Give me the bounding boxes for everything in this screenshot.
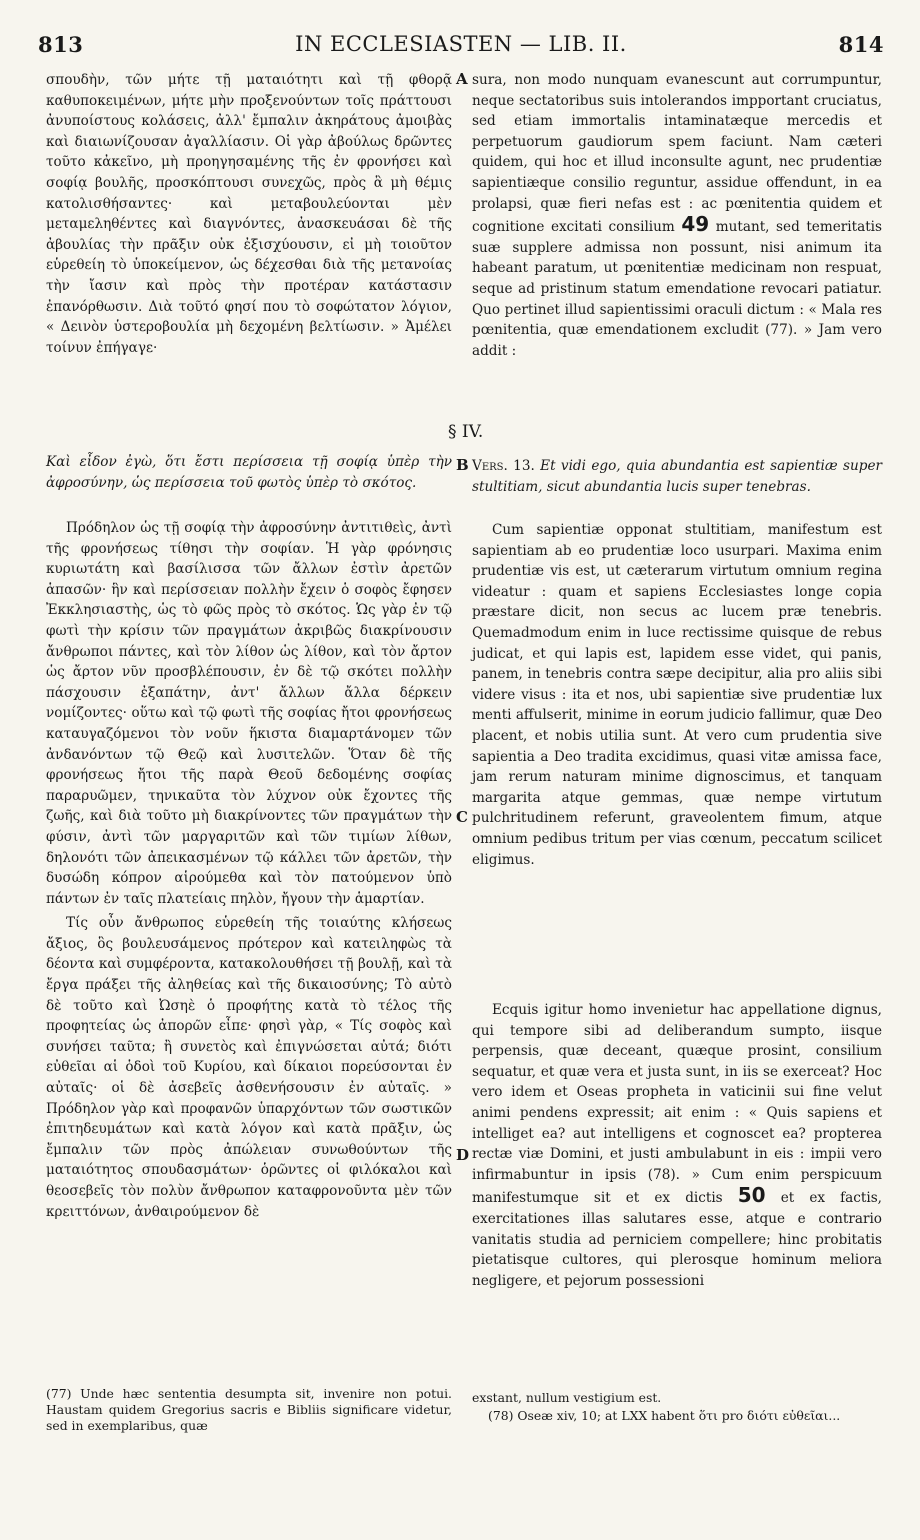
latin-paragraph-3 [472,1000,882,1291]
latin-paragraph-1 [472,70,882,361]
latin-paragraph-1a: sura, non modo nunquam evanescunt aut corrumpuntur, neque sectatoribus suis intolerandos impportant cruciatus, sed etiam immortalis intaminatæque mercedis et perpetuorum gaudiorum spem faciunt. Nam cæteri quidem, qui hoc et illud inconsulte agunt, nec prudentiæ sapientiæque consilio reguntur, assidue offendunt, in ea prolapsi, quæ fieri nefas est : ac pœnitentia quidem et cognitione excitati consilium [472,72,882,236]
latin-verse-text: Et vidi ego, quia abundantia est sapientiæ super stultitiam, sicut abundantia lucis super tenebras. [472,458,883,495]
footnote-78: (78) Oseæ xiv, 10; at LXX habent ὅτι pro διότι εὐθεῖαι... [488,1408,841,1423]
greek-verse-13: Καὶ εἶδον ἐγὼ, ὅτι ἔστι περίσσεια τῇ σοφίᾳ ὑπὲρ τὴν ἀφροσύνην, ὡς περίσσεια τοῦ φωτὸς ὑπὲρ τὸ σκότος. [46,454,452,491]
latin-paragraph-1b: mutant, sed temeritatis suæ supplere admissa non possunt, nisi animum ita habeant paratum, ut pœnitentiæ medicinam non respuat, seque ad pristinum statum emendatione revocari patiatur. Quo pertinet illud sapientissimi oraculi dictum : « Mala res pœnitentia, quæ emendationem excludit (77). » Jam vero addit : [472,219,882,359]
greek-verse-block [46,452,452,493]
column-number-49: 49 [681,212,710,237]
margin-marker-b: B [456,456,469,474]
column-number-50: 50 [737,1183,766,1208]
page-header [38,32,884,60]
margin-marker-a: A [456,70,468,88]
running-title: IN ECCLESIASTEN — LIB. II. [295,32,627,56]
latin-column-top [472,70,882,361]
footnote-77: (77) Unde hæc sententia desumpta sit, invenire non potui. Haustam quidem Gregorius sacris e Bibliis significare videtur, sed in exemplaribus, quæ [46,1386,452,1433]
latin-paragraph-3b: et ex factis, exercitationes illas salutares esse, atque e contrario vanitatis studia ad perniciem compellere; hinc probitatis pietatisque cultores, qui plerosque hominum meliora negligere, et pejorum possessioni [472,1190,882,1289]
verse-label: Vers. 13. [472,458,535,474]
page-number-right: 814 [838,32,884,57]
greek-column-top [46,70,452,358]
latin-commentary-block [472,520,882,870]
greek-paragraph-3: Τίς οὖν ἄνθρωπος εὑρεθείη τῆς τοιαύτης κλήσεως ἄξιος, ὃς βουλευσάμενος πρότερον καὶ κατειληφὼς τὰ δέοντα καὶ συμφέροντα, κατακολουθήσει τῇ βουλῇ, καὶ τὰ ἔργα πράξει τῆς ἀληθείας καὶ τῆς δικαιοσύνης; Τὸ αὐτὸ δὲ τοῦτο καὶ Ὠσηὲ ὁ προφήτης κατὰ τὸ τέλος τῆς προφητείας ὡς ἀπορῶν εἶπε· φησὶ γὰρ, « Τίς σοφὸς καὶ συνήσει ταῦτα; ἢ συνετὸς καὶ ἐπιγνώσεται αὐτά; διότι εὐθεῖαι αἱ ὁδοὶ τοῦ Κυρίου, καὶ δίκαιοι πορεύσονται ἐν αὐταῖς· οἱ δὲ ἀσεβεῖς ἀσθενήσουσιν ἐν αὐταῖς. » Πρόδηλον γὰρ καὶ προφανῶν ὑπαρχόντων τῶν σωστικῶν ἐπιτηδευμάτων καὶ κατὰ λόγον καὶ κατὰ πρᾶξιν, ὡς ἔμπαλιν τῶν πρὸς ἀπώλειαν συνωθούντων τῆς ματαιότητος σπουδασμάτων· ὁρῶντες οἱ φιλόκαλοι καὶ θεοσεβεῖς τὸν πολὺν ἄνθρωπον καταφρονοῦντα μὲν τῶν κρειττόνων, ἀνθαιρούμενον δὲ [46,915,452,1220]
latin-paragraph-2: Cum sapientiæ opponat stultitiam, manifestum est sapientiam ab eo prudentiæ loco usurpari. Maxima enim prudentiæ vis est, ut cæterarum virtutum omnium regina videatur : quam et sapiens Ecclesiastes longe copia præstare dicit, non secus ac lucem præ tenebris. Quemadmodum enim in luce rectissime quisque de rebus judicat, et qui lapis est, lapidem esse videt, qui panis, panem, in tenebris contra sæpe decipitur, alia pro aliis sibi videre visus : ita et nos, ubi sapientiæ sive prudentiæ lux menti affulserit, minime in eorum judicio fallimur, quæ Deo placent, et nobis utilia sunt. At vero cum prudentia sive sapientia a Deo tradita excidimus, quasi vitæ amissa face, jam rerum naturam minime dignoscimus, et tanquam margarita atque gemmas, quæ nempe virtutum pulchritudinem referunt, graveolentem fimum, atque omnium pedibus tritum per vias cœnum, peccatum scilicet eligimus. [472,522,883,868]
page-number-left: 813 [38,32,84,57]
greek-paragraph-1: σπουδὴν, τῶν μήτε τῇ ματαιότητι καὶ τῇ φθορᾷ καθυποκειμένων, μήτε μὴν προξενούντων τοῖς πράττουσι ἀνυποίστους κολάσεις, ἀλλ' ἔμπαλιν ἀκηράτους ἀμοιβὰς καὶ διαιωνίζουσαν ἀγαλλίασιν. Οἱ γὰρ ἀβούλως δρῶντες τοῦτο κἀκεῖνο, μὴ προηγησαμένης τῆς ἐν φρονήσει καὶ σοφίᾳ βουλῆς, προσκόπτουσι συνεχῶς, πρὸς ἃ μὴ θέμις κατολισθήσαντες· καὶ μεταβουλεύονται μὲν μεταμεληθέντες καὶ διαγνόντες, ἀνασκευάσαι δὲ τῆς ἀβουλίας τὴν πρᾶξιν οὐκ ἐξισχύουσιν, εἰ μὴ τοιοῦτον εὑρεθείη τὸ ὑποκείμενον, ὡς δέχεσθαι διὰ τῆς μετανοίας τὴν ἴασιν καὶ πρὸς τὴν προτέραν κατάστασιν ἐπανόρθωσιν. Διὰ τοῦτό φησί που τὸ σοφώτατον λόγιον, « Δεινὸν ὑστεροβουλία μὴ δεχομένη βελτίωσιν. » Ἀμέλει τοίνυν ἐπήγαγε· [46,72,452,356]
latin-verse-13 [472,456,882,497]
latin-commentary-block-2 [472,1000,882,1291]
latin-verse-block [472,456,882,497]
latin-paragraph-3a: Ecquis igitur homo invenietur hac appellatione dignus, qui tempore sibi ad deliberandum sumpto, iisque perpensis, quæ deceant, quæque prosint, consilium sequatur, et quæ vera et justa sunt, in iis se exerceat? Hoc vero idem et Oseas propheta in vaticinii sui fine velut animi pendens expressit; ait enim : « Quis sapiens et intelliget ea? aut intelligens et cognoscet ea? propterea rectæ viæ Domini, et justi ambulabunt in eis : impii vero infirmabuntur in ipsis (78). » Cum enim perspicuum manifestumque sit et ex dictis [472,1002,882,1207]
greek-paragraph-2: Πρόδηλον ὡς τῇ σοφίᾳ τὴν ἀφροσύνην ἀντιτιθεὶς, ἀντὶ τῆς φρονήσεως τίθησι τὴν σοφίαν. Ἡ γὰρ φρόνησις κυριωτάτη καὶ βασίλισσα τῶν ἄλλων ἐστὶν ἀρετῶν ἁπασῶν· ἣν καὶ περίσσειαν πολλὴν ἔχειν ὁ σοφὸς ἔφησεν Ἐκκλησιαστὴς, ὡς τὸ φῶς πρὸς τὸ σκότος. Ὡς γὰρ ἐν τῷ φωτὶ τὴν κρίσιν τῶν πραγμάτων ἀκριβῶς διακρίνουσιν ἄνθρωποι πάντες, καὶ τὸν λίθον ὡς λίθον, καὶ τὸν ἄρτον ὡς ἄρτον νῦν προσβλέπουσιν, ἐν δὲ τῷ σκότει πολλὴν πάσχουσιν ἐξαπάτην, ἀντ' ἄλλων ἄλλα δέρκειν νομίζοντες· οὕτω καὶ τῷ φωτὶ τῆς σοφίας ἤτοι φρονήσεως καταυγαζόμενοι τὸν νοῦν ἥκιστα διαμαρτάνομεν τῶν ἀνδανόντων τῷ Θεῷ καὶ λυσιτελῶν. Ὅταν δὲ τῆς φρονήσεως ἤτοι τῆς παρὰ Θεοῦ δεδομένης σοφίας παραρυῶμεν, τηνικαῦτα τὸν λύχνον οὐκ ἔχοντες τῆς ζωῆς, καὶ διὰ τοῦτο μὴ διακρίνοντες τῶν πραγμάτων τὴν φύσιν, ἀντὶ τῶν μαργαριτῶν καὶ τῶν τιμίων λίθων, δηλονότι τῶν ἀπεικασμένων τῷ κάλλει τῶν ἀρετῶν, τὴν δυσώδη κόπρον αἱρούμεθα καὶ τὸν πατούμενον ὑπὸ πάντων ἐν ταῖς πλατείαις πηλὸν, ἤγουν τὴν ἁμαρτίαν. [46,520,452,907]
margin-marker-c: C [456,808,468,826]
footnote-77-continued: exstant, nullum vestigium est. [472,1390,662,1405]
section-heading: § IV. [448,422,484,442]
greek-commentary-block [46,518,452,1222]
margin-marker-d: D [456,1146,470,1164]
